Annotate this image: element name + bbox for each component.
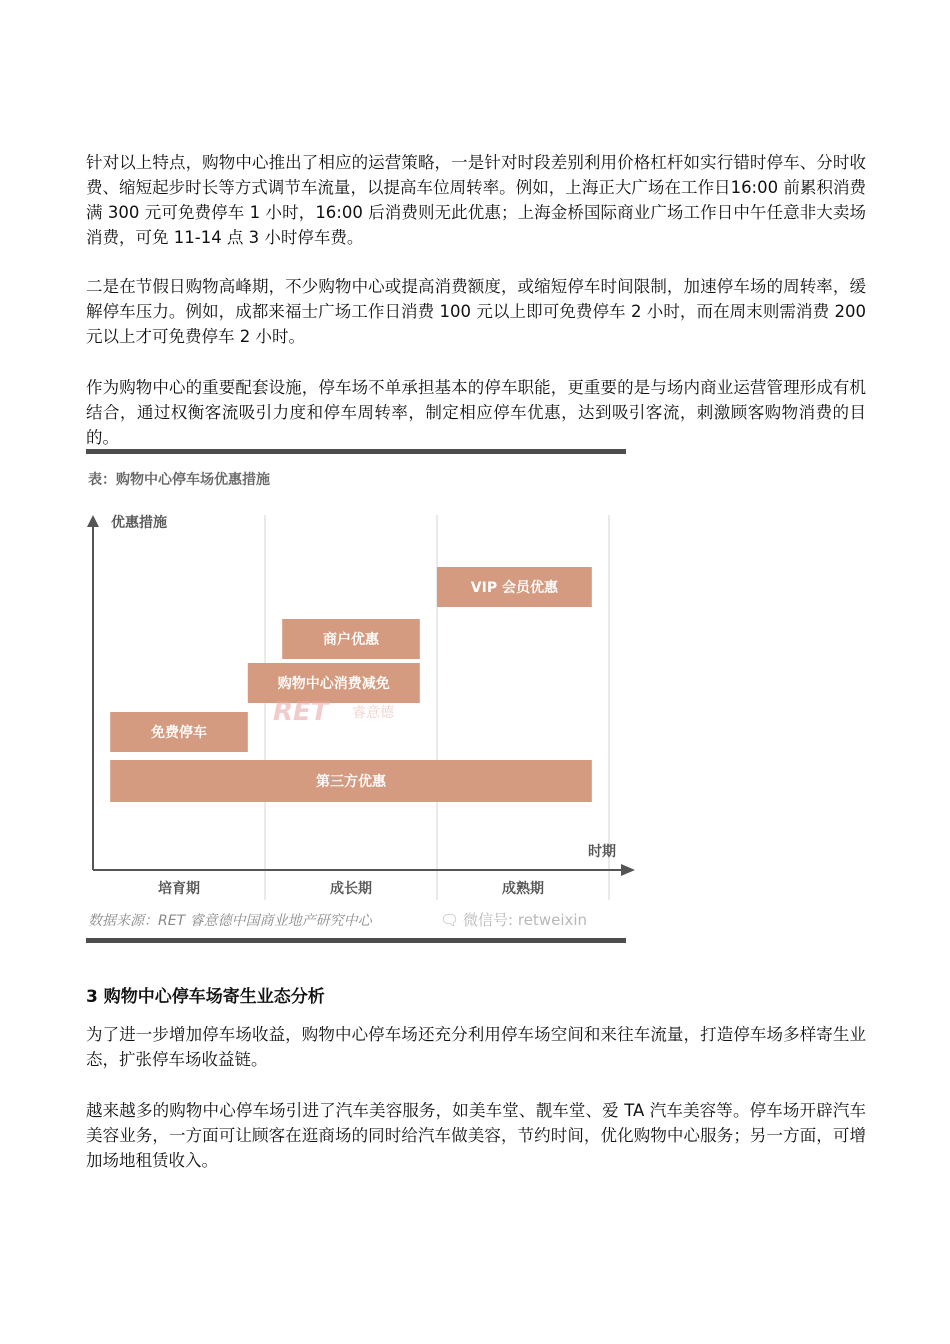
watermark-text: RET [273,697,329,727]
bar-label-3: 免费停车 [151,725,207,741]
bar-label-1: 商户优惠 [323,632,379,648]
paragraph-parasitic-1: 为了进一步增加停车场收益，购物中心停车场还充分利用停车场空间和来往车流量，打造停车场多样寄生业态，扩张停车场收益链。 [86,1025,866,1069]
paragraph-strategy-2: 二是在节假日购物高峰期，不少购物中心或提高消费额度，或缩短停车时间限制，加速停车场的周转率，缓解停车压力。例如，成都来福士广场工作日消费 100 元以上即可免费停车 2 小时，而在周末则需消费 200 元以上才可免费停车 2 小时。 [86,277,866,346]
wechat-id [440,909,587,930]
watermark-cn-text: 睿意德 [352,705,394,721]
bar-label-0: VIP 会员优惠 [470,580,558,596]
figure-top-rule [86,449,626,454]
y-axis-label: 优惠措施 [111,515,167,531]
x-axis-arrow [621,864,635,876]
chart-bars [110,567,592,802]
category-label-1: 成长期 [330,881,372,897]
figure-bottom-rule [86,938,626,943]
data-source: 数据来源：RET 睿意德中国商业地产研究中心 [88,913,372,929]
section-heading: 3 购物中心停车场寄生业态分析 [86,987,325,1007]
paragraph-parasitic-2: 越来越多的购物中心停车场引进了汽车美容服务，如美车堂、靓车堂、爱 TA 汽车美容等。停车场开辟汽车美容业务，一方面可让顾客在逛商场的同时给汽车做美容，节约时间，优化购物中心服务；另一方面，可增加场地租赁收入。 [86,1101,866,1170]
discount-measures-chart [80,505,640,900]
x-axis-label: 时期 [588,844,616,860]
wechat-icon: 🗨 [440,911,460,929]
paragraph-strategy-1: 针对以上特点，购物中心推出了相应的运营策略，一是针对时段差别利用价格杠杆如实行错时停车、分时收费、缩短起步时长等方式调节车流量，以提高车位周转率。例如，上海正大广场在工作日16:00 前累积消费满 300 元可免费停车 1 小时，16:00 后消费则无此优惠；上海金桥国际商业广场工作日中午任意非大卖场消费，可免 11-14 点 3 小时停车费。 [86,153,866,247]
wechat-id-text: 微信号: retweixin [463,911,588,929]
category-label-2: 成熟期 [502,881,544,897]
y-axis-arrow [87,515,99,527]
paragraph-strategy-3: 作为购物中心的重要配套设施，停车场不单承担基本的停车职能，更重要的是与场内商业运营管理形成有机结合，通过权衡客流吸引力度和停车周转率，制定相应停车优惠，达到吸引客流，刺激顾客购物消费的目的。 [86,378,866,447]
bar-label-4: 第三方优惠 [316,774,386,790]
category-label-0: 培育期 [158,881,200,897]
bar-label-2: 购物中心消费减免 [277,676,390,692]
figure-title: 表：购物中心停车场优惠措施 [88,472,270,488]
